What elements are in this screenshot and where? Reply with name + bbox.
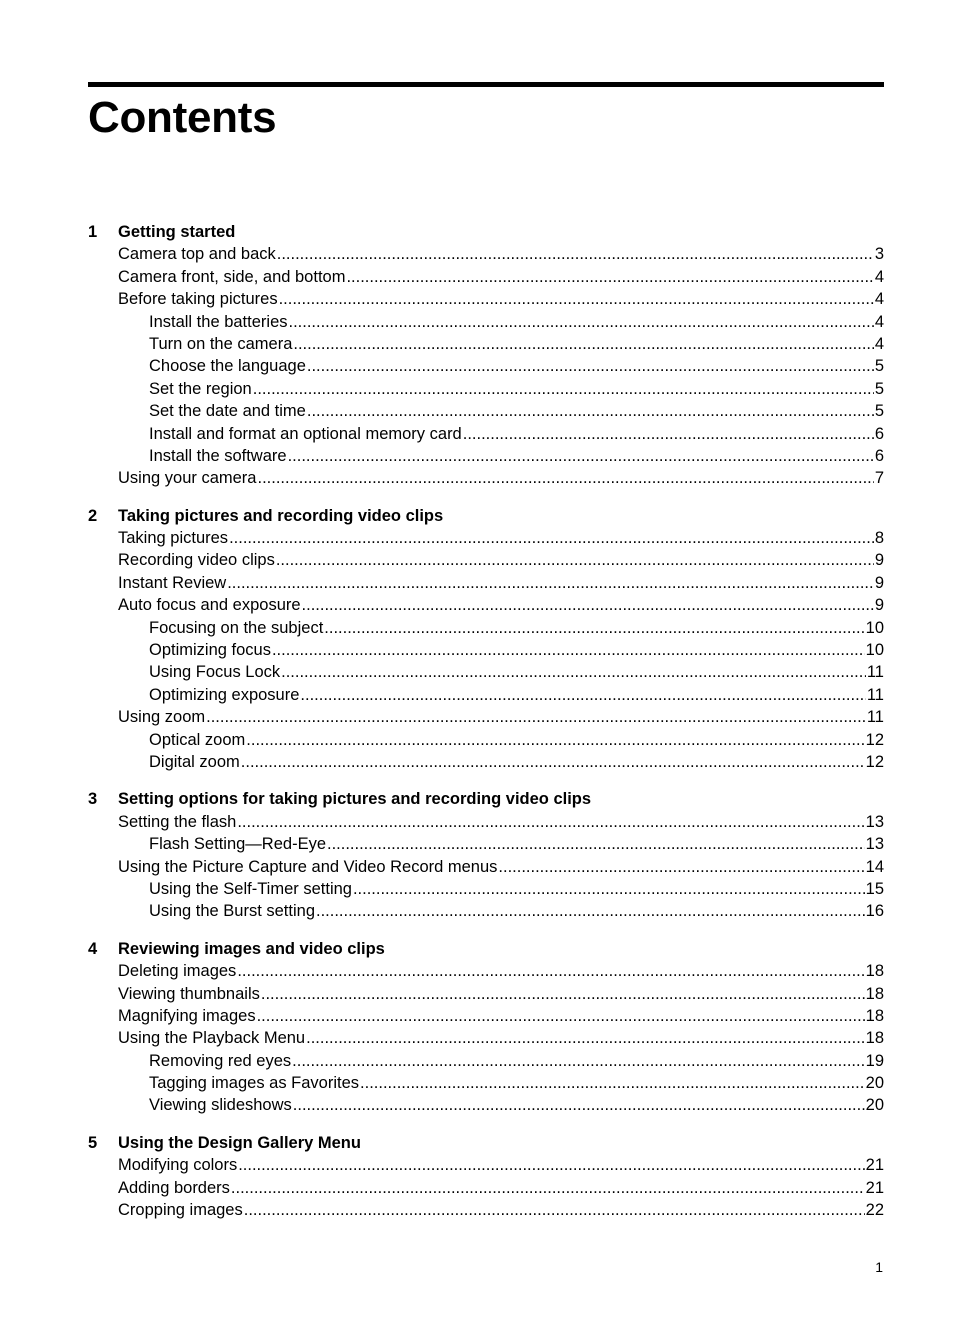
entry-page-number: 9 [874,573,884,592]
entry-title: Turn on the camera [149,334,293,353]
entry-title: Set the date and time [149,402,306,421]
entry-page-number: 5 [874,402,884,421]
entry-title: Adding borders [118,1178,230,1197]
entry-page-number: 13 [865,812,884,831]
toc-subentry[interactable] [88,333,884,355]
entry-title: Using the Self-Timer setting [149,879,352,898]
entry-page-number: 4 [874,267,884,286]
entry-title: Optimizing focus [149,641,271,660]
entry-page-number: 15 [865,879,884,898]
dot-leader [279,288,874,310]
chapter-title: Using the Design Gallery Menu [118,1133,361,1152]
page-title: Contents [88,93,277,142]
chapter-number: 1 [88,223,98,241]
chapter-number: 3 [88,790,98,809]
entry-page-number: 12 [865,752,884,771]
toc-chapter [88,788,884,922]
chapter-title: Getting started [118,223,236,241]
dot-leader [307,400,874,422]
entry-page-number: 12 [865,730,884,749]
toc-subentry[interactable] [88,445,884,467]
dot-leader [277,243,874,265]
entry-page-number: 18 [865,962,884,981]
dot-leader [346,266,873,288]
entry-title: Install and format an optional memory card [149,424,462,443]
toc-entry[interactable] [88,549,884,571]
toc-chapter [88,221,884,490]
chapter-heading[interactable] [88,788,884,810]
toc-entry[interactable] [88,1177,884,1199]
dot-leader [360,1072,865,1094]
toc-subentry[interactable] [88,729,884,751]
toc-subentry[interactable] [88,684,884,706]
dot-leader [238,1154,864,1176]
dot-leader [289,311,874,333]
entry-page-number: 6 [874,446,884,465]
toc-entry[interactable] [88,243,884,265]
dot-leader [253,378,874,400]
toc-chapter [88,505,884,774]
entry-title: Flash Setting—Red-Eye [149,835,326,854]
entry-page-number: 19 [865,1051,884,1070]
toc-subentry[interactable] [88,1050,884,1072]
dot-leader [292,1050,864,1072]
entry-page-number: 11 [866,685,884,704]
entry-title: Focusing on the subject [149,618,324,637]
entry-page-number: 18 [865,1006,884,1025]
entry-title: Recording video clips [118,551,275,570]
dot-leader [276,549,874,571]
toc-subentry[interactable] [88,833,884,855]
entry-title: Taking pictures [118,529,229,548]
toc-entry[interactable] [88,1199,884,1221]
toc-entry[interactable] [88,1154,884,1176]
entry-page-number: 4 [874,290,884,309]
dot-leader [498,856,864,878]
entry-title: Using zoom [118,708,206,727]
entry-page-number: 21 [865,1178,884,1197]
toc-entry[interactable] [88,1005,884,1027]
entry-title: Camera front, side, and bottom [118,267,346,286]
toc-chapter [88,1132,884,1222]
dot-leader [281,661,866,683]
chapter-heading[interactable] [88,221,884,243]
dot-leader [300,684,865,706]
entry-title: Removing red eyes [149,1051,292,1070]
dot-leader [307,355,874,377]
toc-subentry[interactable] [88,617,884,639]
dot-leader [241,751,865,773]
entry-page-number: 4 [874,334,884,353]
entry-title: Tagging images as Favorites [149,1074,360,1093]
toc-entry[interactable] [88,811,884,833]
toc-subentry[interactable] [88,1094,884,1116]
entry-title: Using the Burst setting [149,902,315,921]
dot-leader [246,729,864,751]
entry-title: Install the software [149,446,287,465]
toc-entry[interactable] [88,572,884,594]
dot-leader [257,467,873,489]
entry-title: Deleting images [118,962,237,981]
toc-subentry[interactable] [88,878,884,900]
entry-title: Using the Picture Capture and Video Record menus [118,857,498,876]
dot-leader [244,1199,865,1221]
dot-leader [231,1177,865,1199]
toc-chapter [88,938,884,1117]
entry-title: Optimizing exposure [149,685,300,704]
toc-entry[interactable] [88,266,884,288]
entry-title: Auto focus and exposure [118,596,301,615]
chapter-heading[interactable] [88,505,884,527]
chapter-heading[interactable] [88,938,884,960]
entry-page-number: 21 [865,1156,884,1175]
toc-entry[interactable] [88,594,884,616]
entry-page-number: 6 [874,424,884,443]
dot-leader [227,572,874,594]
entry-page-number: 16 [865,902,884,921]
entry-page-number: 7 [874,469,884,488]
table-of-contents [88,221,884,1236]
entry-page-number: 20 [865,1096,884,1115]
chapter-title: Setting options for taking pictures and recording video clips [118,790,592,809]
dot-leader [237,811,864,833]
dot-leader [306,1027,865,1049]
dot-leader [316,900,865,922]
chapter-number: 4 [88,939,98,958]
dot-leader [327,833,865,855]
chapter-title: Taking pictures and recording video clips [118,506,444,525]
dot-leader [229,527,874,549]
toc-subentry[interactable] [88,1072,884,1094]
entry-title: Using the Playback Menu [118,1029,306,1048]
entry-page-number: 9 [874,596,884,615]
entry-title: Instant Review [118,573,227,592]
toc-subentry[interactable] [88,378,884,400]
title-rule [88,82,884,87]
entry-title: Install the batteries [149,312,288,331]
dot-leader [257,1005,865,1027]
entry-title: Set the region [149,379,252,398]
dot-leader [272,639,865,661]
toc-subentry[interactable] [88,311,884,333]
entry-page-number: 4 [874,312,884,331]
entry-title: Magnifying images [118,1006,256,1025]
entry-page-number: 11 [866,708,884,727]
entry-page-number: 10 [865,618,884,637]
toc-entry[interactable] [88,288,884,310]
entry-title: Before taking pictures [118,290,278,309]
toc-subentry[interactable] [88,751,884,773]
entry-title: Viewing thumbnails [118,984,260,1003]
dot-leader [293,1094,865,1116]
entry-page-number: 22 [865,1201,884,1220]
entry-page-number: 18 [865,984,884,1003]
entry-page-number: 5 [874,357,884,376]
entry-title: Choose the language [149,357,306,376]
dot-leader [324,617,864,639]
entry-page-number: 14 [865,857,884,876]
entry-title: Viewing slideshows [149,1096,292,1115]
page-number: 1 [875,1259,883,1275]
toc-subentry[interactable] [88,423,884,445]
dot-leader [293,333,873,355]
entry-page-number: 5 [874,379,884,398]
entry-title: Using Focus Lock [149,663,281,682]
dot-leader [302,594,874,616]
entry-title: Camera top and back [118,245,276,264]
toc-entry[interactable] [88,960,884,982]
dot-leader [353,878,865,900]
dot-leader [237,960,864,982]
dot-leader [261,983,865,1005]
toc-subentry[interactable] [88,900,884,922]
entry-title: Setting the flash [118,812,237,831]
chapter-number: 5 [88,1133,98,1152]
entry-title: Using your camera [118,469,257,488]
toc-subentry[interactable] [88,639,884,661]
entry-page-number: 10 [865,641,884,660]
chapter-title: Reviewing images and video clips [118,939,385,958]
entry-title: Modifying colors [118,1156,238,1175]
entry-page-number: 11 [866,663,884,682]
dot-leader [463,423,874,445]
dot-leader [206,706,866,728]
toc-entry[interactable] [88,467,884,489]
toc-subentry[interactable] [88,661,884,683]
toc-entry[interactable] [88,527,884,549]
chapter-heading[interactable] [88,1132,884,1154]
entry-title: Digital zoom [149,752,240,771]
toc-entry[interactable] [88,706,884,728]
entry-page-number: 3 [874,245,884,264]
entry-page-number: 13 [865,835,884,854]
toc-entry[interactable] [88,856,884,878]
chapter-number: 2 [88,506,98,525]
toc-entry[interactable] [88,983,884,1005]
toc-subentry[interactable] [88,355,884,377]
entry-page-number: 9 [874,551,884,570]
entry-page-number: 18 [865,1029,884,1048]
entry-title: Optical zoom [149,730,246,749]
toc-entry[interactable] [88,1027,884,1049]
dot-leader [288,445,874,467]
toc-subentry[interactable] [88,400,884,422]
entry-title: Cropping images [118,1201,243,1220]
entry-page-number: 8 [874,529,884,548]
entry-page-number: 20 [865,1074,884,1093]
